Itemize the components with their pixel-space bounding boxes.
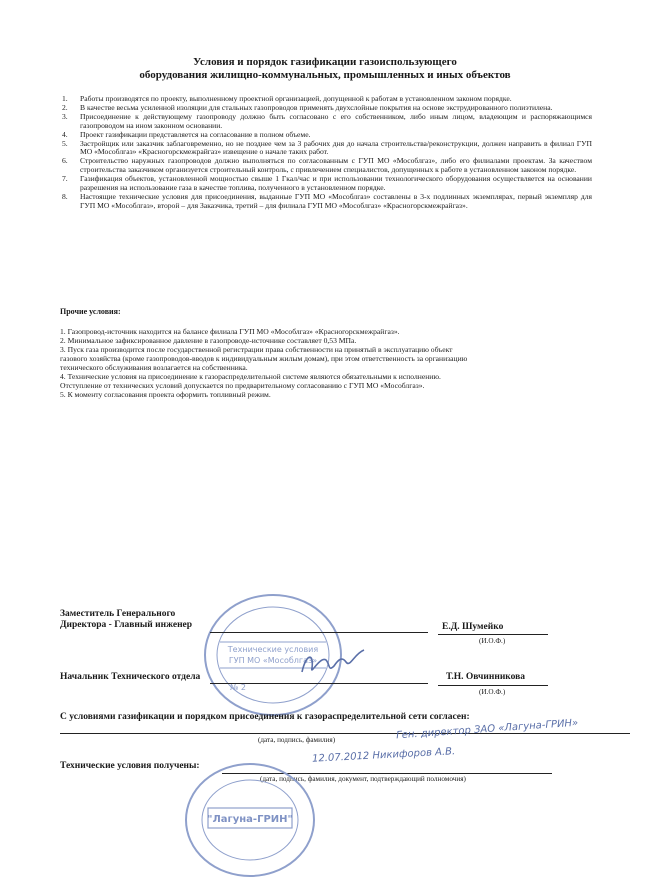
agreement-statement: С условиями газификации и порядком присоединения к газораспределительной сети согласен: (60, 712, 470, 722)
deputy-title-line-2: Директора - Главный инженер (60, 620, 193, 630)
tech-head-name-caption: (И.О.Ф.) (479, 688, 506, 696)
clause-item (62, 193, 592, 211)
other-condition-line: 2. Минимальное зафиксированное давление в газопроводе-источнике составляет 0,53 МПа. (60, 336, 357, 345)
agreement-handwritten-note: Ген. директор ЗАО «Лагуна-ГРИН» (395, 717, 579, 742)
title-line-2: оборудования жилищно-коммунальных, промышленных и иных объектов (139, 69, 511, 81)
other-conditions-list (60, 327, 580, 399)
clause-number: 5. (62, 138, 68, 148)
clause-item (62, 113, 592, 131)
agreement-caption: (дата, подпись, фамилия) (258, 736, 336, 744)
other-condition-line: технического обслуживания возлагается на собственника. (60, 363, 248, 372)
company-stamp-icon (180, 760, 320, 880)
clause-number: 3. (62, 111, 68, 121)
clause-text: Проект газификации представляется на согласование в полном объеме. (80, 129, 311, 139)
deputy-name-caption: (И.О.Ф.) (479, 637, 506, 645)
svg-text:№ 2: № 2 (230, 683, 246, 692)
clause-text: Строительство наружных газопроводов должно выполняться по согласованным с ГУП МО «Мособлгаз», либо его филиалами проектам. За качеством строительства заказчиком организуется строительный контроль, с привлечением специалистов, допущенных к работе в установленном законом порядке. (80, 156, 592, 175)
clause-number: 6. (62, 156, 68, 166)
tech-head-name: Т.Н. Овчинникова (446, 672, 526, 682)
deputy-title-line-1: Заместитель Генерального (60, 609, 176, 619)
clause-text: Настоящие технические условия для присоединения, выданные ГУП МО «Мособлгаз» составлены в 3-х подлинных экземплярах, первый экземпляр для ГУП МО «Мособлгаз», второй – для Заказчика, третий – для филиала ГУП МО «Мособлгаз» «Красногорскмежрайгаз». (80, 191, 592, 210)
clause-text: Газификация объектов, установленной мощностью свыше 1 Гкал/час и при использовании технологического оборудования осуществляется на основании разрешения на использование газа в качестве топлива, полученного в установленном порядке. (80, 174, 592, 193)
other-condition-line: Отступление от технических условий допускается по предварительному согласованию с ГУП МО «Мособлгаз». (60, 381, 425, 390)
clause-item (62, 175, 592, 193)
other-condition-line: 1. Газопровод-источник находится на балансе филиала ГУП МО «Мособлгаз» «Красногорскмежрайгаз». (60, 327, 400, 336)
other-condition-line: газового хозяйства (кроме газопроводов-вводов к индивидуальным жилым домам), при этом ответственность за организацию (60, 354, 468, 363)
handwritten-signature-icon (298, 646, 368, 680)
received-label: Технические условия получены: (60, 761, 200, 771)
clause-text: Застройщик или заказчик заблаговременно, но не позднее чем за 3 рабочих дня до начала строительства/реконструкции, должен направить в филиал ГУП МО «Мособлгаз» «Красногорскмежрайгаз» извещение о начале таких работ. (80, 138, 592, 157)
tech-head-signature-line (210, 683, 428, 684)
clause-list (62, 95, 592, 211)
svg-text:Технические условия: Технические условия (227, 645, 319, 654)
clause-number: 4. (62, 129, 68, 139)
deputy-title (60, 609, 192, 631)
clause-text: Присоединение к действующему газопроводу должно быть согласовано с его собственником, либо иным лицом, владеющим и распоряжающимся газопроводом на ином законном основании. (80, 111, 592, 130)
deputy-name-line (438, 634, 548, 635)
document-title (60, 56, 590, 82)
clause-text: В качестве весьма усиленной изоляции для стальных газопроводов применять двухслойные покрытия на основе экструдированного полиэтилена. (80, 102, 553, 112)
clause-item (62, 140, 592, 158)
clause-text: Работы производятся по проекту, выполненному проектной организацией, допущенной к работам в установленном законом порядке. (80, 94, 512, 103)
other-condition-line: 5. К моменту согласования проекта оформить топливный режим. (60, 390, 271, 399)
deputy-signature-line (210, 632, 428, 633)
tech-head-title: Начальник Технического отдела (60, 672, 201, 682)
svg-text:"Лагуна-ГРИН": "Лагуна-ГРИН" (207, 814, 293, 825)
clause-item (62, 157, 592, 175)
received-caption: (дата, подпись, фамилия, документ, подтверждающий полномочия) (260, 775, 466, 783)
clause-number: 1. (62, 94, 68, 103)
other-condition-line: 4. Технические условия на присоединение к газораспределительной системе являются обязательными к исполнению. (60, 372, 441, 381)
title-line-1: Условия и порядок газификации газоиспользующего (193, 56, 457, 68)
clause-number: 2. (62, 102, 68, 112)
agreement-line (60, 733, 630, 734)
other-conditions-heading: Прочие условия: (60, 307, 121, 316)
clause-number: 8. (62, 191, 68, 201)
clause-number: 7. (62, 174, 68, 184)
deputy-name: Е.Д. Шумейко (442, 622, 504, 632)
other-condition-line: 3. Пуск газа производится после государственной регистрации права собственности на принятый в эксплуатацию объект (60, 345, 453, 354)
tech-head-name-line (438, 685, 548, 686)
svg-text:ГУП МО «Мособлгаз»: ГУП МО «Мособлгаз» (228, 656, 318, 665)
received-handwritten-note: 12.07.2012 Никифоров А.В. (311, 746, 456, 765)
